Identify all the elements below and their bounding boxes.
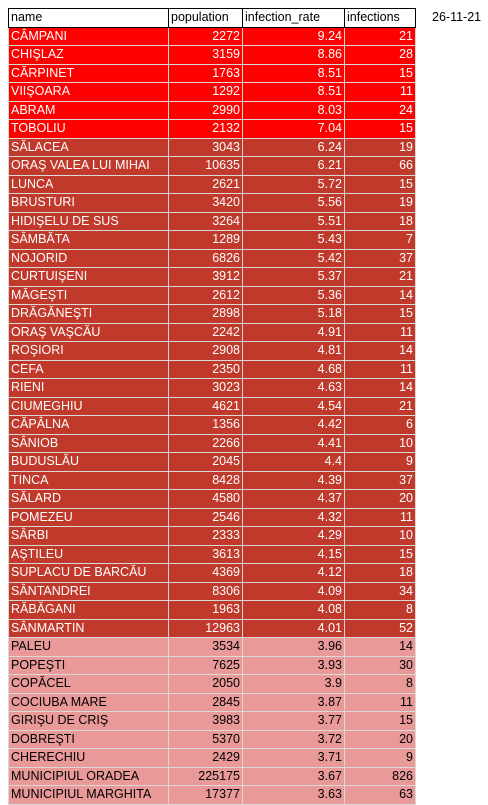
cell-infection-rate[interactable]: 4.4 — [243, 453, 345, 472]
cell-infection-rate[interactable]: 4.81 — [243, 342, 345, 361]
cell-infections[interactable]: 9 — [345, 453, 416, 472]
cell-population[interactable]: 1289 — [169, 231, 243, 250]
cell-name[interactable]: POPEŞTI — [9, 656, 169, 675]
cell-infections[interactable]: 18 — [345, 212, 416, 231]
cell-infection-rate[interactable]: 5.56 — [243, 194, 345, 213]
table-row — [9, 527, 416, 546]
cell-infection-rate[interactable]: 8.03 — [243, 101, 345, 120]
cell-name[interactable]: COCIUBA MARE — [9, 693, 169, 712]
table-row — [9, 730, 416, 749]
table-row — [9, 27, 416, 46]
table-row — [9, 46, 416, 65]
table-row — [9, 138, 416, 157]
cell-name[interactable]: VIIŞOARA — [9, 83, 169, 102]
cell-population[interactable]: 1292 — [169, 83, 243, 102]
cell-name[interactable]: MUNICIPIUL ORADEA — [9, 767, 169, 786]
cell-infection-rate[interactable]: 8.51 — [243, 64, 345, 83]
table-row — [9, 212, 416, 231]
cell-name[interactable]: TOBOLIU — [9, 120, 169, 139]
cell-infections[interactable]: 826 — [345, 767, 416, 786]
cell-infection-rate[interactable]: 4.15 — [243, 545, 345, 564]
cell-infections[interactable]: 7 — [345, 231, 416, 250]
cell-name[interactable]: CHIŞLAZ — [9, 46, 169, 65]
cell-infections[interactable]: 37 — [345, 249, 416, 268]
table-row — [9, 619, 416, 638]
table-row — [9, 749, 416, 768]
cell-infection-rate[interactable]: 3.9 — [243, 675, 345, 694]
cell-name[interactable]: CHERECHIU — [9, 749, 169, 768]
cell-infections[interactable]: 14 — [345, 286, 416, 305]
cell-name[interactable]: ORAŞ VALEA LUI MIHAI — [9, 157, 169, 176]
cell-population[interactable]: 2546 — [169, 508, 243, 527]
cell-infection-rate[interactable]: 4.91 — [243, 323, 345, 342]
cell-name[interactable]: MĂGEŞTI — [9, 286, 169, 305]
cell-infection-rate[interactable]: 3.72 — [243, 730, 345, 749]
cell-name[interactable]: MUNICIPIUL MARGHITA — [9, 786, 169, 805]
cell-infection-rate[interactable]: 9.24 — [243, 27, 345, 46]
cell-infections[interactable]: 10 — [345, 434, 416, 453]
cell-name[interactable]: SÂNTANDREI — [9, 582, 169, 601]
header-infection-rate[interactable]: infection_rate — [243, 9, 345, 28]
table-row — [9, 453, 416, 472]
header-name[interactable]: name — [9, 9, 169, 28]
cell-population[interactable]: 12963 — [169, 619, 243, 638]
cell-infection-rate[interactable]: 8.51 — [243, 83, 345, 102]
table-body — [9, 27, 416, 804]
cell-population[interactable]: 2242 — [169, 323, 243, 342]
cell-infections[interactable]: 11 — [345, 83, 416, 102]
cell-infection-rate[interactable]: 4.63 — [243, 379, 345, 398]
table-row — [9, 397, 416, 416]
cell-name[interactable]: DRĂGĂNEŞTI — [9, 305, 169, 324]
cell-name[interactable]: ORAŞ VAŞCĂU — [9, 323, 169, 342]
table-row — [9, 194, 416, 213]
cell-population[interactable]: 2612 — [169, 286, 243, 305]
cell-infections[interactable]: 34 — [345, 582, 416, 601]
cell-name[interactable]: DOBREŞTI — [9, 730, 169, 749]
cell-name[interactable]: POMEZEU — [9, 508, 169, 527]
cell-name[interactable]: CĂRPINET — [9, 64, 169, 83]
cell-infection-rate[interactable]: 4.39 — [243, 471, 345, 490]
table-row — [9, 342, 416, 361]
cell-infection-rate[interactable]: 3.67 — [243, 767, 345, 786]
cell-infection-rate[interactable]: 4.54 — [243, 397, 345, 416]
cell-population[interactable]: 3420 — [169, 194, 243, 213]
cell-population[interactable]: 7625 — [169, 656, 243, 675]
cell-infection-rate[interactable]: 8.86 — [243, 46, 345, 65]
cell-infection-rate[interactable]: 3.96 — [243, 638, 345, 657]
cell-infections[interactable]: 19 — [345, 138, 416, 157]
cell-population[interactable]: 2333 — [169, 527, 243, 546]
cell-infections[interactable]: 8 — [345, 601, 416, 620]
cell-population[interactable]: 225175 — [169, 767, 243, 786]
cell-name[interactable]: NOJORID — [9, 249, 169, 268]
cell-infection-rate[interactable]: 7.04 — [243, 120, 345, 139]
cell-population[interactable]: 2990 — [169, 101, 243, 120]
cell-infections[interactable]: 24 — [345, 101, 416, 120]
cell-population[interactable]: 3912 — [169, 268, 243, 287]
table-row — [9, 601, 416, 620]
cell-population[interactable]: 3983 — [169, 712, 243, 731]
cell-name[interactable]: LUNCA — [9, 175, 169, 194]
table-row — [9, 379, 416, 398]
cell-infections[interactable]: 30 — [345, 656, 416, 675]
cell-infection-rate[interactable]: 5.36 — [243, 286, 345, 305]
cell-infection-rate[interactable]: 4.42 — [243, 416, 345, 435]
cell-infection-rate[interactable]: 4.08 — [243, 601, 345, 620]
cell-infection-rate[interactable]: 5.18 — [243, 305, 345, 324]
cell-population[interactable]: 2908 — [169, 342, 243, 361]
cell-population[interactable]: 2045 — [169, 453, 243, 472]
table-row — [9, 268, 416, 287]
cell-infections[interactable]: 11 — [345, 360, 416, 379]
cell-infections[interactable]: 9 — [345, 749, 416, 768]
cell-infections[interactable]: 15 — [345, 545, 416, 564]
cell-infection-rate[interactable]: 4.68 — [243, 360, 345, 379]
cell-infection-rate[interactable]: 3.63 — [243, 786, 345, 805]
cell-name[interactable]: SĂLACEA — [9, 138, 169, 157]
infection-table — [8, 8, 416, 805]
cell-infection-rate[interactable]: 4.32 — [243, 508, 345, 527]
cell-infections[interactable]: 20 — [345, 730, 416, 749]
cell-name[interactable]: GIRIŞU DE CRIŞ — [9, 712, 169, 731]
cell-infections[interactable]: 15 — [345, 120, 416, 139]
table-row — [9, 120, 416, 139]
table-row — [9, 693, 416, 712]
cell-population[interactable]: 2050 — [169, 675, 243, 694]
table-row — [9, 157, 416, 176]
cell-infection-rate[interactable]: 5.72 — [243, 175, 345, 194]
cell-population[interactable]: 4580 — [169, 490, 243, 509]
cell-name[interactable]: SĂLARD — [9, 490, 169, 509]
cell-name[interactable]: SÂRBI — [9, 527, 169, 546]
cell-population[interactable]: 2350 — [169, 360, 243, 379]
cell-infections[interactable]: 14 — [345, 638, 416, 657]
cell-infection-rate[interactable]: 5.37 — [243, 268, 345, 287]
cell-infection-rate[interactable]: 5.42 — [243, 249, 345, 268]
cell-infection-rate[interactable]: 4.37 — [243, 490, 345, 509]
table-row — [9, 767, 416, 786]
cell-infections[interactable]: 15 — [345, 305, 416, 324]
cell-population[interactable]: 3613 — [169, 545, 243, 564]
table-row — [9, 786, 416, 805]
cell-name[interactable]: CIUMEGHIU — [9, 397, 169, 416]
cell-population[interactable]: 3023 — [169, 379, 243, 398]
table-row — [9, 434, 416, 453]
table-row — [9, 490, 416, 509]
table-row — [9, 638, 416, 657]
cell-name[interactable]: RIENI — [9, 379, 169, 398]
table-row — [9, 675, 416, 694]
table-row — [9, 101, 416, 120]
table-row — [9, 323, 416, 342]
cell-infections[interactable]: 21 — [345, 397, 416, 416]
cell-population[interactable]: 3043 — [169, 138, 243, 157]
cell-name[interactable]: PALEU — [9, 638, 169, 657]
cell-population[interactable]: 2429 — [169, 749, 243, 768]
cell-infections[interactable]: 52 — [345, 619, 416, 638]
cell-name[interactable]: BRUSTURI — [9, 194, 169, 213]
cell-infections[interactable]: 11 — [345, 508, 416, 527]
cell-infection-rate[interactable]: 4.09 — [243, 582, 345, 601]
cell-name[interactable]: SUPLACU DE BARCĂU — [9, 564, 169, 583]
cell-name[interactable]: RĂBĂGANI — [9, 601, 169, 620]
table-row — [9, 508, 416, 527]
table-row — [9, 305, 416, 324]
cell-name[interactable]: TINCA — [9, 471, 169, 490]
cell-infections[interactable]: 11 — [345, 323, 416, 342]
cell-name[interactable]: CĂPÂLNA — [9, 416, 169, 435]
cell-infection-rate[interactable]: 4.29 — [243, 527, 345, 546]
table-row — [9, 471, 416, 490]
cell-infections[interactable]: 15 — [345, 64, 416, 83]
cell-infections[interactable]: 14 — [345, 379, 416, 398]
cell-infection-rate[interactable]: 3.87 — [243, 693, 345, 712]
cell-name[interactable]: HIDIŞELU DE SUS — [9, 212, 169, 231]
cell-infections[interactable]: 20 — [345, 490, 416, 509]
cell-infections[interactable]: 15 — [345, 712, 416, 731]
cell-infection-rate[interactable]: 5.51 — [243, 212, 345, 231]
cell-infection-rate[interactable]: 5.43 — [243, 231, 345, 250]
cell-population[interactable]: 2272 — [169, 27, 243, 46]
cell-infection-rate[interactable]: 3.71 — [243, 749, 345, 768]
table-row — [9, 231, 416, 250]
cell-population[interactable]: 1763 — [169, 64, 243, 83]
cell-population[interactable]: 4621 — [169, 397, 243, 416]
cell-name[interactable]: CÂMPANI — [9, 27, 169, 46]
cell-name[interactable]: ROŞIORI — [9, 342, 169, 361]
table-row — [9, 360, 416, 379]
cell-population[interactable]: 2132 — [169, 120, 243, 139]
cell-infections[interactable]: 15 — [345, 175, 416, 194]
cell-population[interactable]: 8306 — [169, 582, 243, 601]
cell-infections[interactable]: 8 — [345, 675, 416, 694]
cell-infections[interactable]: 21 — [345, 27, 416, 46]
table-row — [9, 582, 416, 601]
cell-population[interactable]: 10635 — [169, 157, 243, 176]
cell-name[interactable]: BUDUSLĂU — [9, 453, 169, 472]
cell-infection-rate[interactable]: 6.21 — [243, 157, 345, 176]
cell-name[interactable]: SÂMBĂTA — [9, 231, 169, 250]
cell-name[interactable]: CURTUIŞENI — [9, 268, 169, 287]
table-row — [9, 175, 416, 194]
cell-infection-rate[interactable]: 4.12 — [243, 564, 345, 583]
header-population[interactable]: population — [169, 9, 243, 28]
cell-infections[interactable]: 63 — [345, 786, 416, 805]
cell-infection-rate[interactable]: 4.41 — [243, 434, 345, 453]
cell-population[interactable]: 3264 — [169, 212, 243, 231]
cell-population[interactable]: 5370 — [169, 730, 243, 749]
table-row — [9, 64, 416, 83]
cell-population[interactable]: 17377 — [169, 786, 243, 805]
table-row — [9, 564, 416, 583]
cell-infections[interactable]: 18 — [345, 564, 416, 583]
cell-population[interactable]: 6826 — [169, 249, 243, 268]
cell-population[interactable]: 1963 — [169, 601, 243, 620]
header-row — [9, 9, 416, 28]
cell-infection-rate[interactable]: 4.01 — [243, 619, 345, 638]
cell-infection-rate[interactable]: 3.93 — [243, 656, 345, 675]
cell-infections[interactable]: 6 — [345, 416, 416, 435]
cell-population[interactable]: 3534 — [169, 638, 243, 657]
cell-population[interactable]: 4369 — [169, 564, 243, 583]
cell-infections[interactable]: 19 — [345, 194, 416, 213]
cell-population[interactable]: 2845 — [169, 693, 243, 712]
cell-name[interactable]: SÂNIOB — [9, 434, 169, 453]
table-row — [9, 656, 416, 675]
cell-name[interactable]: AŞTILEU — [9, 545, 169, 564]
table-row — [9, 83, 416, 102]
cell-infections[interactable]: 37 — [345, 471, 416, 490]
cell-infection-rate[interactable]: 6.24 — [243, 138, 345, 157]
table-row — [9, 286, 416, 305]
report-date: 26-11-21 — [432, 10, 482, 24]
cell-population[interactable]: 1356 — [169, 416, 243, 435]
cell-infections[interactable]: 21 — [345, 268, 416, 287]
cell-population[interactable]: 8428 — [169, 471, 243, 490]
cell-infections[interactable]: 28 — [345, 46, 416, 65]
cell-population[interactable]: 3159 — [169, 46, 243, 65]
cell-population[interactable]: 2898 — [169, 305, 243, 324]
cell-infections[interactable]: 11 — [345, 693, 416, 712]
cell-name[interactable]: ABRAM — [9, 101, 169, 120]
cell-infections[interactable]: 14 — [345, 342, 416, 361]
table-row — [9, 712, 416, 731]
header-infections[interactable]: infections — [345, 9, 416, 28]
table-row — [9, 545, 416, 564]
cell-population[interactable]: 2621 — [169, 175, 243, 194]
cell-name[interactable]: COPĂCEL — [9, 675, 169, 694]
cell-infections[interactable]: 66 — [345, 157, 416, 176]
cell-name[interactable]: SÂNMARTIN — [9, 619, 169, 638]
cell-population[interactable]: 2266 — [169, 434, 243, 453]
table-row — [9, 416, 416, 435]
cell-infections[interactable]: 10 — [345, 527, 416, 546]
cell-name[interactable]: CEFA — [9, 360, 169, 379]
cell-infection-rate[interactable]: 3.77 — [243, 712, 345, 731]
table-row — [9, 249, 416, 268]
